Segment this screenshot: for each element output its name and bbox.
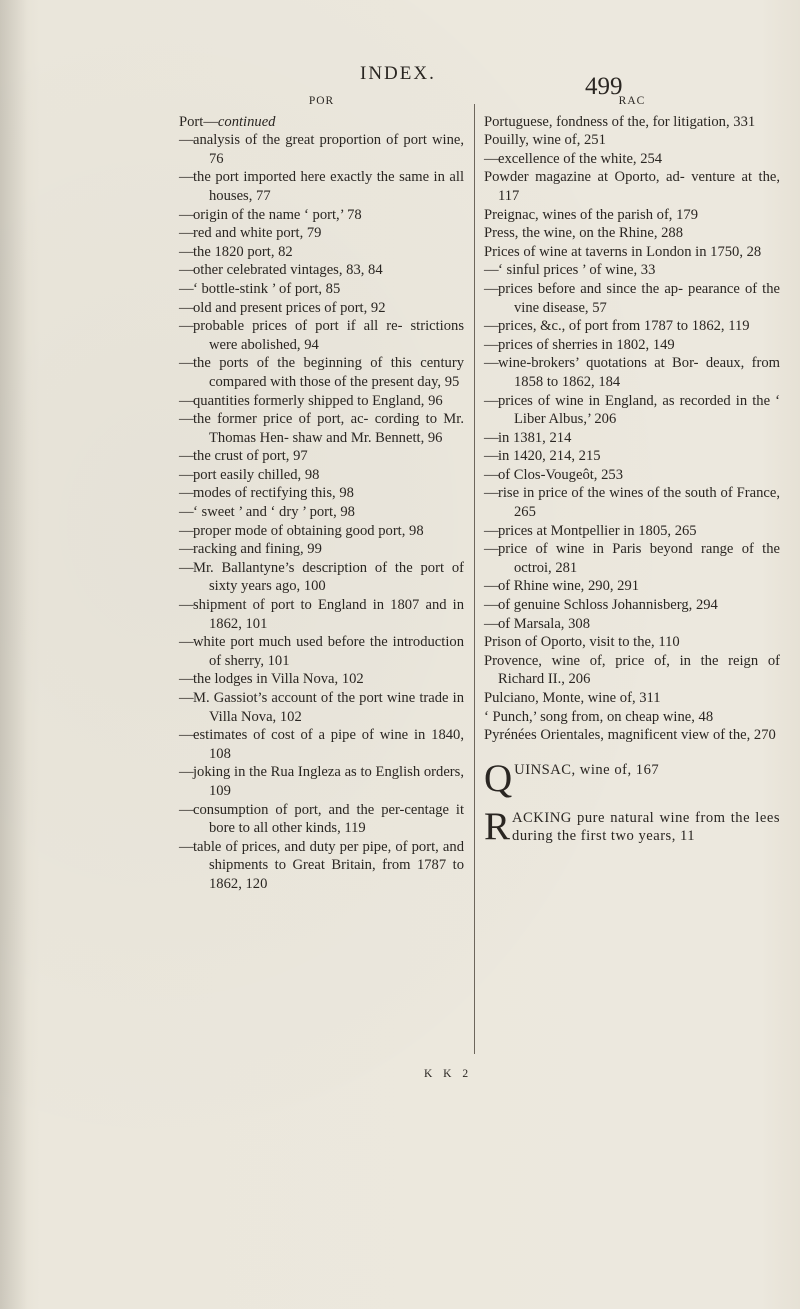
index-entry: [484, 131, 780, 150]
entry-text: of Clos-Vougeôt, 253: [498, 466, 623, 483]
section-gap: [484, 745, 780, 761]
entry-text: consumption of port, and the per-centage it bore to all other kinds, 119: [193, 801, 464, 837]
right-entry-list-d: [484, 261, 780, 633]
entry-dash: —: [179, 318, 194, 335]
sub-entry: [179, 224, 464, 243]
entry-text: of genuine Schloss Johannisberg, 294: [498, 597, 718, 614]
entry-dash: —: [484, 466, 499, 483]
index-entry: [484, 708, 780, 727]
entry-text: ‘ Punch,’ song from, on cheap wine, 48: [484, 708, 714, 725]
sub-entry: [179, 206, 464, 225]
sub-entry: [179, 447, 464, 466]
sub-entry: [179, 540, 464, 559]
sub-entry: [179, 689, 464, 726]
entry-dash: —: [484, 578, 499, 595]
entry-text: table of prices, and duty per pipe, of port, and shipments to Great Britain, from 1787 to 1862, 120: [193, 838, 464, 892]
right-catchword: RAC: [618, 95, 646, 107]
dropcap-q: Q: [484, 756, 513, 800]
right-entry-list-c: [484, 168, 780, 261]
entry-dash: —: [179, 243, 194, 260]
entry-dash: —: [179, 280, 194, 297]
entry-text: analysis of the great proportion of port wine, 76: [193, 132, 464, 167]
entry-text: M. Gassiot’s account of the port wine trade in Villa Nova, 102: [193, 690, 464, 725]
entry-text: in 1381, 214: [498, 429, 572, 446]
entry-dash: —: [179, 690, 194, 706]
entry-text: the former price of port, ac- cording to Mr. Thomas Hen- shaw and Mr. Bennett, 96: [193, 411, 464, 446]
entry-dash: —: [484, 429, 499, 446]
sub-entry: [179, 559, 464, 596]
entry-racking-text: ACKING pure natural wine from the lees during the first two years, 11: [512, 809, 780, 845]
entry-text: the crust of port, 97: [193, 448, 308, 465]
entry-text: port easily chilled, 98: [193, 466, 320, 483]
entry-text: prices, &c., of port from 1787 to 1862, 119: [498, 318, 750, 335]
entry-dash: —: [179, 392, 194, 409]
entry-dash: —: [484, 150, 499, 167]
entry-dash: —: [484, 522, 499, 539]
entry-text: excellence of the white, 254: [498, 150, 663, 167]
entry-quinsac: [484, 756, 780, 800]
entry-text: Press, the wine, on the Rhine, 288: [484, 225, 684, 242]
entry-dash: —: [179, 541, 194, 558]
sub-entry: [484, 354, 780, 391]
entry-heading-port: [179, 113, 464, 132]
left-column: [179, 92, 464, 894]
entry-text: prices of sherries in 1802, 149: [498, 336, 675, 353]
entry-dash: —: [179, 169, 194, 186]
entry-text: in 1420, 214, 215: [498, 448, 601, 465]
entry-text: prices of wine in England, as recorded in the ‘ Liber Albus,’ 206: [498, 392, 780, 428]
entry-dash: —: [179, 559, 194, 576]
entry-text: Preignac, wines of the parish of, 179: [484, 206, 698, 223]
entry-text: origin of the name ‘ port,’ 78: [193, 206, 362, 223]
sub-entry: [179, 670, 464, 689]
entry-text: old and present prices of port, 92: [193, 299, 386, 316]
sub-entry: [484, 522, 780, 541]
signature-mark: K K 2: [424, 1068, 473, 1080]
sub-entry: [484, 466, 780, 485]
right-entry-list-b: [484, 150, 780, 169]
dropcap-r: R: [484, 804, 511, 848]
sub-entry: [484, 150, 780, 169]
entry-dash: —: [484, 541, 499, 558]
entry-text: wine-brokers’ quotations at Bor- deaux, from 1858 to 1862, 184: [498, 355, 780, 390]
index-entry: [484, 652, 780, 689]
entry-text: Pyrénées Orientales, magnificent view of the, 270: [484, 727, 776, 744]
sub-entry: [179, 801, 464, 838]
entry-text: red and white port, 79: [193, 225, 322, 242]
entry-dash: —: [179, 206, 194, 223]
sub-entry: [179, 243, 464, 262]
entry-dash: —: [179, 597, 194, 614]
page-number: 499: [585, 73, 623, 100]
entry-text: ‘ bottle-stink ’ of port, 85: [193, 280, 341, 297]
sub-entry: [179, 299, 464, 318]
entry-dash: —: [484, 448, 499, 465]
entry-text: joking in the Rua Ingleza as to English orders, 109: [193, 764, 464, 799]
sub-entry: [179, 633, 464, 670]
sub-entry: [484, 429, 780, 448]
entry-text: price of wine in Paris beyond range of the octroi, 281: [498, 541, 780, 576]
entry-dash: —: [179, 485, 194, 502]
entry-quinsac-text: UINSAC, wine of, 167: [514, 761, 660, 778]
right-column: [484, 92, 780, 846]
entry-text: the ports of the beginning of this century compared with those of the present day, 95: [193, 355, 464, 390]
entry-dash: —: [179, 262, 194, 279]
entry-text: Mr. Ballantyne’s description of the port of sixty years ago, 100: [193, 559, 464, 595]
entry-dash: —: [179, 838, 194, 855]
entry-text: Provence, wine of, price of, in the reign of Richard II., 206: [484, 652, 780, 688]
sub-entry: [484, 447, 780, 466]
entry-text: racking and fining, 99: [193, 541, 322, 558]
sub-entry: [179, 838, 464, 894]
sub-entry: [179, 168, 464, 205]
entry-text: of Rhine wine, 290, 291: [498, 578, 640, 595]
entry-text: ‘ sinful prices ’ of wine, 33: [498, 262, 656, 279]
index-entry: [484, 206, 780, 225]
entry-text: rise in price of the wines of the south of France, 265: [498, 485, 780, 521]
entry-text: prices before and since the ap- pearance of the vine disease, 57: [498, 280, 780, 316]
sub-entry: [179, 392, 464, 411]
entry-text: estimates of cost of a pipe of wine in 1840, 108: [193, 727, 464, 762]
entry-dash: —: [484, 615, 499, 632]
sub-entry: [484, 336, 780, 355]
entry-dash: —: [179, 801, 194, 818]
sub-entry: [484, 261, 780, 280]
sub-entry: [179, 503, 464, 522]
entry-text: the lodges in Villa Nova, 102: [193, 671, 364, 688]
entry-dash: —: [179, 448, 194, 465]
entry-dash: —: [179, 466, 194, 483]
sub-entry: [179, 522, 464, 541]
entry-dash: —: [484, 485, 499, 502]
sub-entry: [179, 131, 464, 168]
entry-dash: —: [179, 764, 194, 781]
heading-text: Port—: [179, 113, 218, 130]
entry-dash: —: [484, 336, 499, 353]
sub-entry: [484, 577, 780, 596]
entry-text: Prices of wine at taverns in London in 1750, 28: [484, 243, 762, 260]
right-entry-list-e: [484, 633, 780, 745]
binding-shadow: [0, 0, 28, 1309]
entry-text: Prison of Oporto, visit to the, 110: [484, 634, 680, 651]
index-entry: [484, 726, 780, 745]
sub-entry: [484, 596, 780, 615]
entry-dash: —: [179, 504, 194, 521]
column-divider: [474, 104, 475, 1054]
entry-dash: —: [179, 634, 194, 651]
entry-dash: —: [484, 597, 499, 614]
sub-entry: [179, 280, 464, 299]
left-catchword: POR: [308, 95, 335, 107]
entry-text: proper mode of obtaining good port, 98: [193, 522, 424, 539]
entry-text: of Marsala, 308: [498, 615, 590, 632]
sub-entry: [179, 484, 464, 503]
entry-text: probable prices of port if all re- strictions were abolished, 94: [193, 318, 464, 353]
index-entry: [484, 224, 780, 243]
section-gap: [484, 795, 780, 809]
entry-text: prices at Montpellier in 1805, 265: [498, 522, 697, 539]
entry-text: modes of rectifying this, 98: [193, 485, 354, 502]
entry-text: shipment of port to England in 1807 and in 1862, 101: [193, 597, 464, 632]
index-entry: [484, 243, 780, 262]
entry-text: Pulciano, Monte, wine of, 311: [484, 690, 661, 706]
entry-dash: —: [484, 280, 499, 297]
running-head: INDEX.: [360, 63, 436, 84]
left-entry-list: [179, 131, 464, 893]
entry-dash: —: [179, 727, 194, 744]
sub-entry: [179, 466, 464, 485]
entry-text: ‘ sweet ’ and ‘ dry ’ port, 98: [193, 504, 355, 521]
sub-entry: [179, 596, 464, 633]
entry-text: Portuguese, fondness of the, for litigation, 331: [484, 113, 756, 130]
sub-entry: [484, 317, 780, 336]
sub-entry: [179, 763, 464, 800]
right-entry-list-a: [484, 113, 780, 150]
entry-dash: —: [179, 225, 194, 242]
entry-dash: —: [179, 355, 194, 372]
sub-entry: [179, 354, 464, 391]
entry-dash: —: [179, 671, 194, 688]
entry-dash: —: [179, 132, 194, 149]
sub-entry: [179, 410, 464, 447]
entry-dash: —: [484, 392, 499, 409]
index-entry: [484, 689, 780, 708]
sub-entry: [484, 615, 780, 634]
entry-dash: —: [484, 355, 499, 372]
entry-text: the port imported here exactly the same in all houses, 77: [193, 169, 464, 204]
sub-entry: [179, 261, 464, 280]
sub-entry: [179, 317, 464, 354]
sub-entry: [484, 392, 780, 429]
sub-entry: [179, 726, 464, 763]
sub-entry: [484, 540, 780, 577]
entry-text: white port much used before the introduction of sherry, 101: [193, 634, 464, 669]
entry-dash: —: [179, 299, 194, 316]
entry-dash: —: [484, 262, 499, 279]
entry-text: quantities formerly shipped to England, 96: [193, 392, 443, 409]
sub-entry: [484, 484, 780, 521]
entry-racking: [484, 804, 780, 848]
entry-dash: —: [484, 318, 499, 335]
index-entry: [484, 168, 780, 205]
entry-text: the 1820 port, 82: [193, 243, 293, 260]
sub-entry: [484, 280, 780, 317]
heading-continued: continued: [217, 113, 276, 130]
index-entry: [484, 633, 780, 652]
entry-text: other celebrated vintages, 83, 84: [193, 262, 383, 279]
entry-text: Powder magazine at Oporto, ad- venture at the, 117: [484, 169, 780, 204]
index-entry: [484, 113, 780, 132]
entry-dash: —: [179, 411, 194, 428]
entry-text: Pouilly, wine of, 251: [484, 132, 606, 149]
entry-dash: —: [179, 522, 194, 539]
